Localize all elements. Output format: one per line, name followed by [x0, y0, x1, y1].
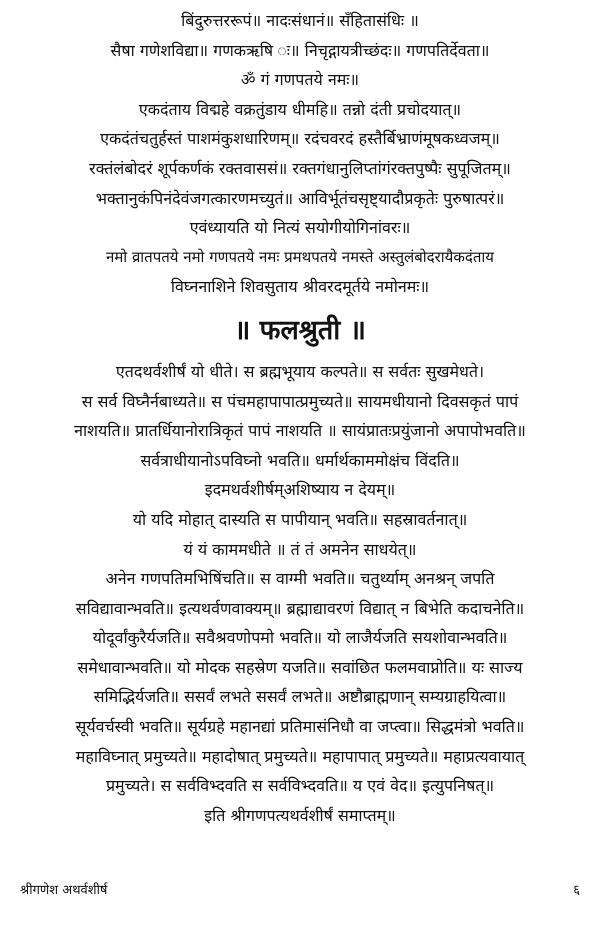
- verse-line: नाशयति॥ प्रातर्धियानोरात्रिकृतं पापं नाशयति ॥ सायंप्रातःप्रयुंजानो अपापोभवति॥: [74, 421, 526, 441]
- verse-line: योदूर्वांकुरैर्यजति॥ सवैश्रवणोपमो भवति॥ यो लाजैर्यजति सयशोवान्भवति॥: [92, 628, 508, 648]
- verse-line: ॐ गं गणपतये नमः॥: [240, 70, 360, 90]
- verse-line: महाविघ्नात् प्रमुच्यते॥ महादोषात् प्रमुच्यते॥ महापापात् प्रमुच्यते॥ महाप्रत्यवायात्: [75, 746, 525, 766]
- verse-line: रक्तंलंबोदरं शूर्पकर्णकं रक्तवाससं॥ रक्तगंधानुलिप्तांगंरक्तपुष्पैः सुपूजितम्॥: [89, 158, 511, 178]
- verse-line: यं यं काममधीते ॥ तं तं अमनेन साधयेत्॥: [183, 539, 417, 559]
- verse-line: सूर्यवर्चस्वी भवति॥ सूर्यग्रहे महानद्यां प्रतिमासंनिधौ वा जप्त्वा॥ सिद्धमंत्रो भवति॥: [75, 717, 525, 737]
- verse-line: एकदंताय विद्महे वक्रतुंडाय धीमहि॥ तन्नो दंती प्रचोदयात्॥: [138, 99, 462, 119]
- verse-line: सविद्यावान्भवति॥ इत्यथर्वणवाक्यम्॥ ब्रह्माद्यावरणं विद्यात् न बिभेति कदाचनेति॥: [75, 598, 525, 618]
- section-heading: ॥ फलश्रुती ॥: [234, 314, 366, 346]
- footer-title: श्रीगणेश अथर्वशीर्ष: [20, 883, 108, 898]
- verse-line: नमो व्रातपतये नमो गणपतये नमः प्रमथपतये नमस्ते अस्तुलंबोदरायैकदंताय: [106, 247, 494, 266]
- verse-line: एतदथर्वशीर्षं यो धीते। स ब्रह्मभूयाय कल्पते॥ स सर्वतः सुखमेधते।: [115, 361, 485, 381]
- verse-line: विघ्ननाशिने शिवसुताय श्रीवरदमूर्तये नमोनमः॥: [170, 277, 430, 297]
- verse-line: भक्तानुकंपिनंदेवंजगत्कारणमच्युतं॥ आविर्भूतंचसृष्ट्यादौप्रकृतेः पुरुषात्परं॥: [95, 188, 505, 208]
- verses-top: [14, 6, 586, 302]
- verses-bottom: [14, 357, 586, 831]
- verse-line: यो यदि मोहात् दास्यति स पापीयान् भवति॥ सहस्रावर्तनात्॥: [132, 509, 468, 529]
- verse-line: एवंध्यायति यो नित्यं सयोगीयोगिनांवरः॥: [189, 218, 411, 238]
- page-footer: [20, 880, 580, 898]
- verse-line: प्रमुच्यते। स सर्वविभ्दवति स सर्वविभ्दवति॥ य एवं वेद॥ इत्युपनिषत्॥: [105, 776, 495, 796]
- verse-line: इति श्रीगणपत्यथर्वशीर्षं समाप्तम्॥: [204, 805, 396, 825]
- verse-line: समेधावान्भवति॥ यो मोदक सहस्रेण यजति॥ सवांछित फलमवाप्नोति॥ यः साज्य: [77, 657, 523, 677]
- page-number: ६: [573, 883, 580, 898]
- verse-line: समिद्भिर्यजति॥ ससर्वं लभते ससर्वं लभते॥ अष्टौब्राह्मणान् सम्यग्राहयित्वा॥: [93, 687, 507, 707]
- verse-line: सर्वत्राधीयानोऽपविघ्नो भवति॥ धर्मार्थकाममोक्षंच विंदति॥: [140, 450, 460, 470]
- verse-line: सैषा गणेशविद्या॥ गणकऋषि ः॥ निचृद्गायत्रीच्छंदः॥ गणपतिर्देवता॥: [110, 40, 490, 60]
- verse-line: अनेन गणपतिमभिषिंचति॥ स वाग्मी भवति॥ चतुर्थ्याम् अनश्रन् जपति: [105, 569, 495, 589]
- verse-line: बिंदुरुत्तररूपं॥ नादःसंधानं॥ सँहितासंधिः ॥: [181, 11, 419, 30]
- verse-line: एकदंतंचतुर्हस्तं पाशमंकुशधारिणम्॥ रदंचवरदं हस्तैर्बिभ्राणंमूषकध्वजम्॥: [100, 129, 500, 149]
- verse-line: स सर्व विघ्नैर्नबाध्यते॥ स पंचमहापापात्प्रमुच्यते॥ सायमधीयानो दिवसकृतं पापं: [81, 391, 519, 411]
- verse-line: इदमथर्वशीर्षम्अशिष्याय न देयम्॥: [204, 480, 396, 500]
